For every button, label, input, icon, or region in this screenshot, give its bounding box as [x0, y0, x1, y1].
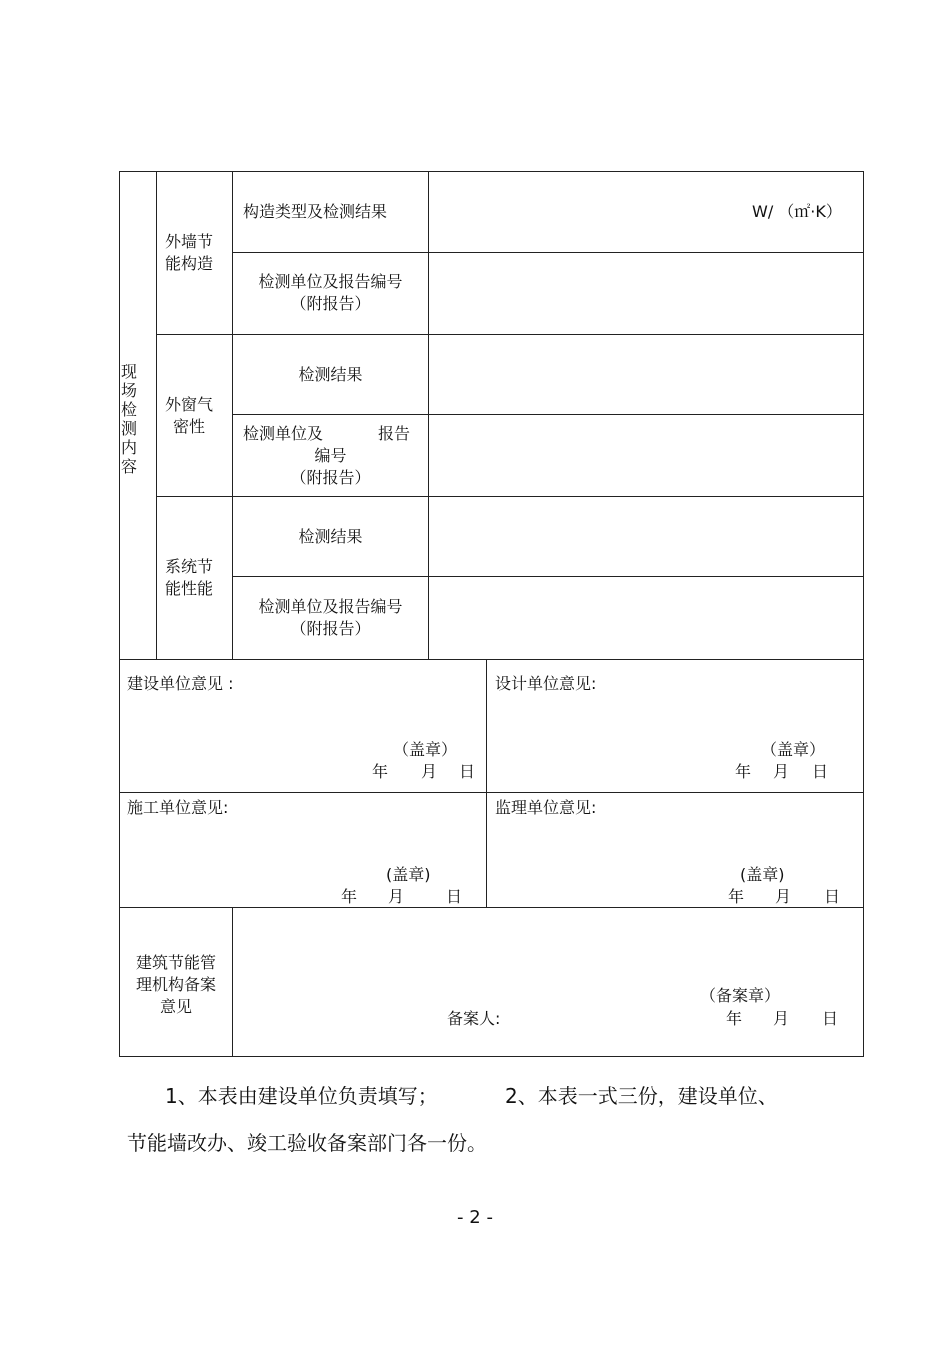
page-number: - 2 -	[457, 1207, 493, 1228]
window-report-note: （附报告）	[290, 468, 371, 487]
build-month: 月	[421, 762, 438, 781]
divider	[156, 334, 864, 335]
construct-day: 日	[446, 887, 463, 906]
design-day: 日	[812, 762, 829, 781]
design-year: 年	[735, 762, 752, 781]
build-year: 年	[372, 762, 389, 781]
supervise-day: 日	[824, 887, 841, 906]
note-line1-a: 1、本表由建设单位负责填写；	[165, 1084, 438, 1108]
table-border-right	[863, 171, 864, 1057]
divider	[232, 576, 864, 577]
supervise-opinion-title: 监理单位意见:	[495, 798, 597, 817]
supervise-seal: (盖章)	[740, 865, 785, 884]
system-report-label: 检测单位及报告编号	[258, 597, 403, 616]
site-inspection-label	[120, 362, 140, 476]
divider	[119, 792, 864, 793]
design-month: 月	[773, 762, 790, 781]
construct-opinion-title: 施工单位意见:	[127, 798, 229, 817]
window-report-label-c: 编号	[314, 446, 347, 465]
construct-year: 年	[341, 887, 358, 906]
window-result-label: 检测结果	[298, 365, 363, 384]
wall-report-note: （附报告）	[290, 294, 371, 313]
filing-year: 年	[726, 1009, 743, 1028]
system-label-line1: 系统节	[165, 557, 214, 576]
build-seal: （盖章）	[393, 740, 458, 759]
wall-label-line2: 能构造	[165, 254, 214, 273]
filing-filer: 备案人:	[447, 1009, 501, 1028]
window-report-label-a: 检测单位及	[243, 424, 324, 443]
note-line2: 节能墙改办、竣工验收备案部门各一份。	[127, 1131, 487, 1155]
table-border-top	[119, 171, 864, 172]
wall-report-label: 检测单位及报告编号	[258, 272, 403, 291]
divider	[156, 171, 157, 659]
vertical-label-text: 现场检测内容	[120, 362, 137, 476]
divider	[119, 659, 864, 660]
divider	[232, 252, 864, 253]
supervise-month: 月	[775, 887, 792, 906]
divider	[119, 907, 864, 908]
note-line1-b: 2、本表一式三份，建设单位、	[505, 1084, 778, 1108]
wall-unit: W/ （㎡·K）	[752, 202, 842, 221]
window-label-line1: 外窗气	[165, 395, 214, 414]
window-report-label-b: 报告	[378, 424, 411, 443]
construct-month: 月	[388, 887, 405, 906]
wall-result-label: 构造类型及检测结果	[243, 202, 388, 221]
system-label-line2: 能性能	[165, 579, 214, 598]
filing-seal: （备案章）	[700, 986, 781, 1005]
build-day: 日	[459, 762, 476, 781]
table-border-left	[119, 171, 120, 1057]
construct-seal: (盖章)	[386, 865, 431, 884]
filing-month: 月	[773, 1009, 790, 1028]
design-seal: （盖章）	[761, 740, 826, 759]
divider	[232, 414, 864, 415]
system-result-label: 检测结果	[298, 527, 363, 546]
filing-label-line2: 理机构备案	[135, 975, 216, 994]
divider	[156, 496, 864, 497]
divider	[232, 171, 233, 659]
design-opinion-title: 设计单位意见:	[495, 674, 597, 693]
build-opinion-title: 建设单位意见 :	[127, 674, 234, 693]
filing-day: 日	[822, 1009, 839, 1028]
divider	[486, 659, 487, 908]
system-report-note: （附报告）	[290, 619, 371, 638]
supervise-year: 年	[728, 887, 745, 906]
divider	[232, 907, 233, 1057]
window-label-line2: 密性	[173, 417, 206, 436]
wall-label-line1: 外墙节	[165, 232, 214, 251]
filing-label-line1: 建筑节能管	[135, 953, 216, 972]
divider	[428, 171, 429, 659]
table-border-bottom	[119, 1056, 864, 1057]
filing-label-line3: 意见	[159, 997, 192, 1016]
